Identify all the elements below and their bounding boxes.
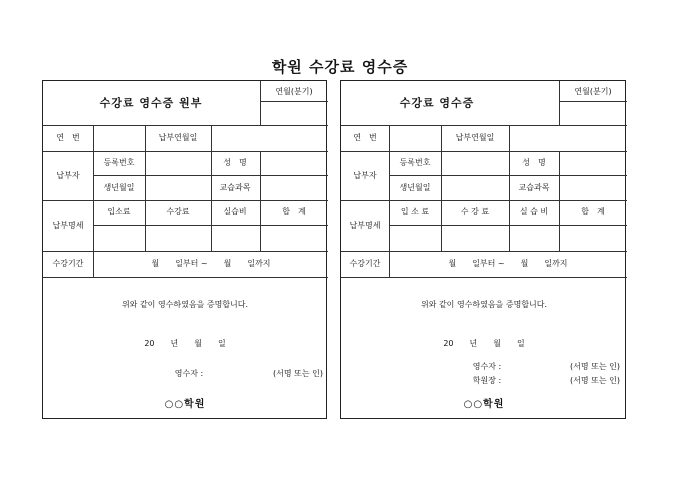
divider — [341, 125, 627, 126]
director-signature-note: (서명 또는 인) — [570, 376, 620, 385]
divider — [389, 175, 627, 176]
total-label: 합 계 — [282, 207, 306, 216]
divider — [211, 200, 212, 251]
date-line: 20 년 월 일 — [443, 339, 525, 348]
registration-number-label: 등록번호 — [399, 158, 431, 167]
divider — [43, 251, 328, 252]
academy-name: ○○학원 — [463, 399, 505, 410]
divider — [211, 125, 212, 151]
divider — [43, 277, 328, 278]
name-label: 성 명 — [522, 158, 546, 167]
payment-date-label: 납부연월일 — [158, 133, 198, 142]
course-period-label: 수강기간 — [52, 259, 84, 268]
divider — [341, 277, 627, 278]
divider — [559, 151, 560, 200]
divider — [341, 200, 627, 201]
receiver-label: 영수자 : — [174, 369, 204, 378]
course-period-label: 수강기간 — [349, 259, 381, 268]
registration-number-label: 등록번호 — [103, 158, 135, 167]
divider — [509, 151, 510, 200]
divider — [559, 81, 560, 125]
divider — [389, 225, 627, 226]
divider — [43, 125, 328, 126]
divider — [145, 125, 146, 151]
payment-detail-label: 납부명세 — [52, 221, 84, 230]
birth-date-label: 생년월일 — [399, 183, 431, 192]
name-label: 성 명 — [223, 158, 247, 167]
receiver-signature-note: (서명 또는 인) — [273, 369, 323, 378]
divider — [341, 251, 627, 252]
document-title: 학원 수강료 영수증 — [271, 58, 409, 76]
divider — [509, 125, 510, 151]
divider — [145, 151, 146, 200]
divider — [211, 151, 212, 200]
divider — [43, 200, 328, 201]
practice-fee-label: 실습비 — [223, 207, 247, 216]
tuition-fee-label: 수 강 료 — [460, 207, 490, 216]
serial-number-label: 연 번 — [353, 133, 377, 142]
entrance-fee-label: 입소료 — [107, 207, 131, 216]
divider — [441, 200, 442, 251]
divider — [260, 81, 261, 125]
entrance-fee-label: 입 소 료 — [400, 207, 430, 216]
divider — [93, 125, 94, 277]
course-period-text: 월 일부터 ~ 월 일까지 — [448, 259, 568, 268]
payment-detail-label: 납부명세 — [349, 221, 381, 230]
subject-label: 교습과목 — [219, 183, 251, 192]
confirmation-text: 위와 같이 영수하였음을 증명합니다. — [420, 300, 548, 309]
receiver-label: 영수자 : — [472, 362, 502, 371]
divider — [559, 200, 560, 251]
form-heading: 수강료 영수증 원부 — [99, 96, 203, 110]
period-quarter-label: 연월(분기) — [275, 87, 313, 96]
receiver-signature-note: (서명 또는 인) — [570, 362, 620, 371]
divider — [260, 151, 261, 200]
receipt-original-form — [42, 80, 327, 419]
birth-date-label: 생년월일 — [103, 183, 135, 192]
form-heading: 수강료 영수증 — [399, 96, 475, 110]
payment-date-label: 납부연월일 — [455, 133, 495, 142]
divider — [441, 151, 442, 200]
course-period-text: 월 일부터 ~ 월 일까지 — [151, 259, 271, 268]
tuition-fee-label: 수강료 — [166, 207, 190, 216]
divider — [260, 200, 261, 251]
divider — [145, 200, 146, 251]
divider — [341, 151, 627, 152]
payer-label: 납부자 — [56, 171, 80, 180]
receipt-form — [340, 80, 626, 419]
divider — [509, 200, 510, 251]
divider — [389, 125, 390, 277]
divider — [559, 101, 627, 102]
divider — [43, 151, 328, 152]
academy-name: ○○학원 — [164, 399, 206, 410]
confirmation-text: 위와 같이 영수하였음을 증명합니다. — [121, 300, 249, 309]
serial-number-label: 연 번 — [56, 133, 80, 142]
period-quarter-label: 연월(분기) — [574, 87, 612, 96]
divider — [441, 125, 442, 151]
subject-label: 교습과목 — [518, 183, 550, 192]
payer-label: 납부자 — [353, 171, 377, 180]
date-line: 20 년 월 일 — [144, 339, 226, 348]
total-label: 합 계 — [581, 207, 605, 216]
divider — [260, 101, 328, 102]
director-label: 학원장 : — [472, 376, 502, 385]
practice-fee-label: 실 습 비 — [519, 207, 549, 216]
